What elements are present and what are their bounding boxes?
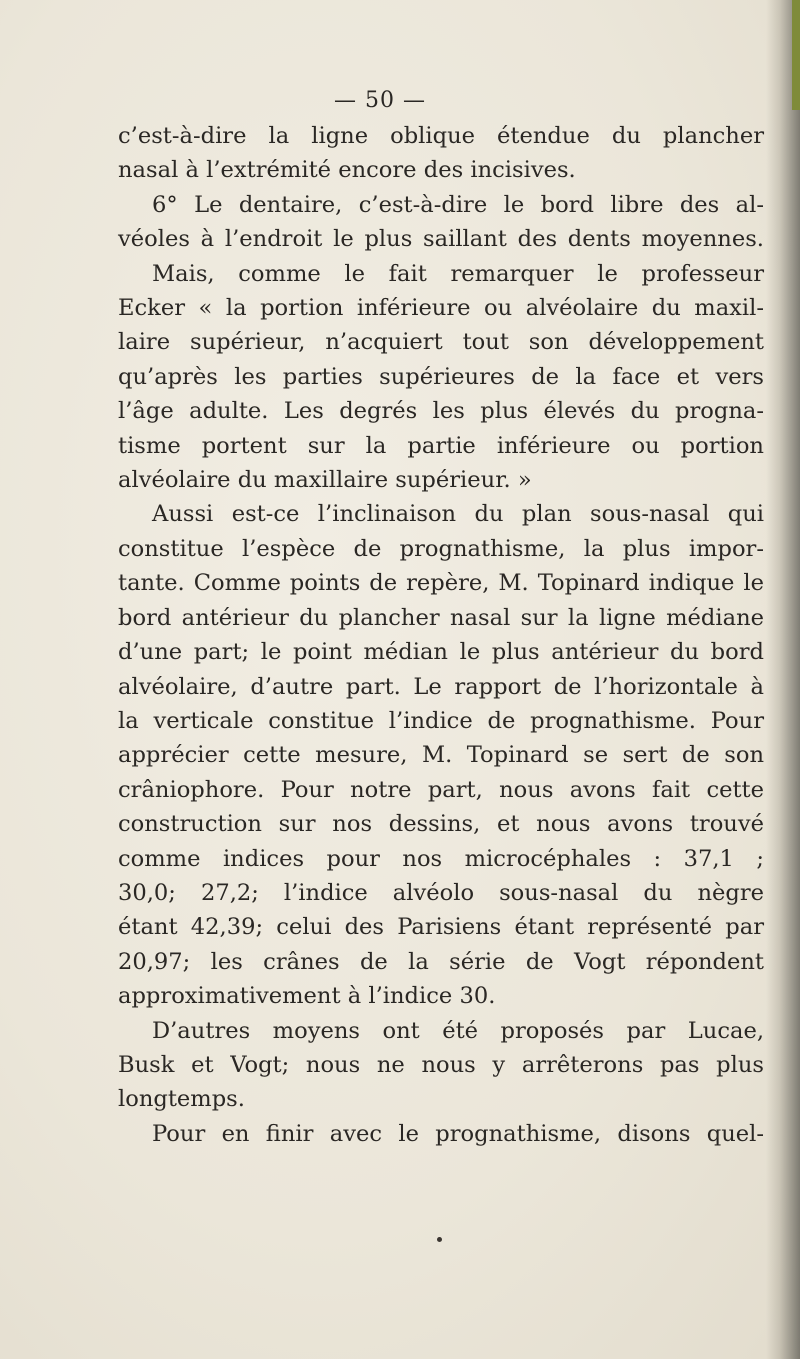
text-line: tisme portent sur la partie inférieure ou portion <box>118 432 764 459</box>
text-line: crâniophore. Pour notre part, nous avons fait cette <box>118 776 764 803</box>
text-line: qu’après les parties supérieures de la face et vers <box>118 363 764 390</box>
ink-speck <box>437 1237 442 1242</box>
text-line: D’autres moyens ont été proposés par Lucae, <box>152 1017 764 1044</box>
text-line: d’une part; le point médian le plus antérieur du bord <box>118 639 764 666</box>
text-line: l’âge adulte. Les degrés les plus élevés du progna- <box>118 398 764 425</box>
text-line: c’est-à-dire la ligne oblique étendue du plancher <box>118 123 764 149</box>
text-line: comme indices pour nos microcéphales : 37,1 ; <box>118 845 764 872</box>
text-line: Mais, comme le fait remarquer le professeur <box>152 260 764 287</box>
text-line: Pour en finir avec le prognathisme, disons quel- <box>152 1120 764 1147</box>
text-line: tante. Comme points de repère, M. Topinard indique le <box>118 570 764 597</box>
text-line: alvéolaire du maxillaire supérieur. » <box>118 467 532 494</box>
text-line: construction sur nos dessins, et nous avons trouvé <box>118 811 764 838</box>
text-line: véoles à l’endroit le plus saillant des dents moyennes. <box>118 226 764 253</box>
text-line: apprécier cette mesure, M. Topinard se sert de son <box>118 742 764 769</box>
text-line: alvéolaire, d’autre part. Le rapport de l’horizontale à <box>118 673 764 700</box>
text-line: nasal à l’extrémité encore des incisives. <box>118 157 576 184</box>
text-line: longtemps. <box>118 1086 245 1113</box>
text-line: 6° Le dentaire, c’est-à-dire le bord libre des al- <box>152 191 764 218</box>
page-edge-tab <box>792 0 800 110</box>
body-text <box>118 119 764 1151</box>
text-line: bord antérieur du plancher nasal sur la ligne médiane <box>118 604 764 631</box>
text-line: laire supérieur, n’acquiert tout son développement <box>118 329 764 356</box>
text-line: 20,97; les crânes de la série de Vogt répondent <box>118 948 764 975</box>
text-line: approximativement à l’indice 30. <box>118 983 496 1010</box>
text-line: 30,0; 27,2; l’indice alvéolo sous-nasal du nègre <box>118 879 764 906</box>
text-line: Aussi est-ce l’inclinaison du plan sous-nasal qui <box>152 501 764 528</box>
text-line: constitue l’espèce de prognathisme, la plus impor- <box>118 535 764 562</box>
text-line: Ecker « la portion inférieure ou alvéolaire du maxil- <box>118 295 764 322</box>
text-line: étant 42,39; celui des Parisiens étant représenté par <box>118 914 764 941</box>
page-number: — 50 — <box>334 88 426 113</box>
text-line: Busk et Vogt; nous ne nous y arrêterons pas plus <box>118 1051 764 1078</box>
page-edge-shadow <box>766 0 800 1359</box>
text-line: la verticale constitue l’indice de prognathisme. Pour <box>118 707 764 734</box>
